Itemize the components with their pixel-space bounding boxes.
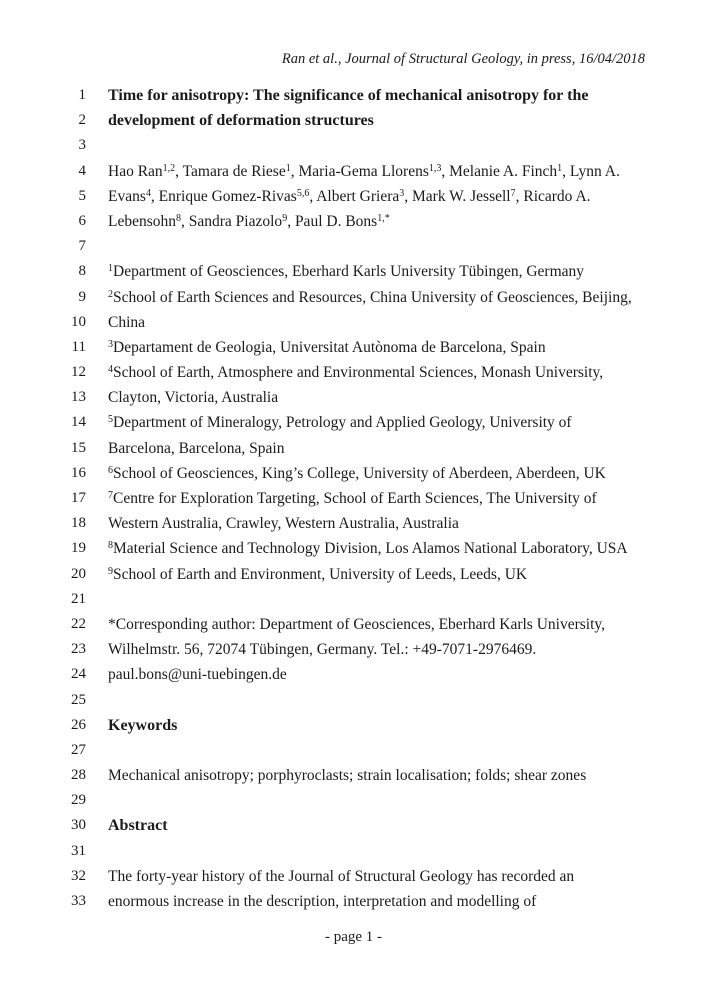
line-number: 7: [78, 238, 86, 255]
line-number: 9: [78, 288, 86, 305]
line-number: 22: [71, 615, 86, 632]
line-number: 18: [71, 515, 86, 532]
line-number: 11: [71, 338, 86, 355]
line-number: 23: [71, 641, 86, 658]
line-number: 29: [71, 792, 86, 809]
line-text: $^9$School of Earth and Environment, University of Leeds, Leeds, UK: [108, 565, 528, 583]
manuscript-lines: [0, 83, 707, 914]
line-text: Western Australia, Crawley, Western Australia, Australia: [108, 515, 459, 533]
manuscript-line: [0, 713, 707, 738]
line-number: 30: [71, 817, 86, 834]
line-number: 33: [71, 893, 86, 909]
manuscript-line: [0, 159, 707, 184]
line-number: 28: [71, 767, 86, 784]
line-number: 5: [78, 187, 86, 204]
manuscript-line: [0, 108, 707, 133]
manuscript-line: [0, 335, 707, 360]
manuscript-line: [0, 864, 707, 889]
line-number: 26: [71, 716, 86, 733]
line-number: 3: [78, 137, 86, 154]
manuscript-line: [0, 259, 707, 284]
line-text: Abstract: [108, 817, 168, 835]
line-text: Time for anisotropy: The significance of mechanical anisotropy for the: [108, 87, 589, 104]
line-text: paul.bons@uni-tuebingen.de: [108, 666, 287, 684]
manuscript-line: [0, 536, 707, 561]
line-text: The forty-year history of the Journal of Structural Geology has recorded an: [108, 867, 575, 885]
line-number: 14: [71, 414, 86, 431]
manuscript-line: [0, 436, 707, 461]
line-text: Wilhelmstr. 56, 72074 Tübingen, Germany. Tel.: +49-7071-2976469.: [108, 641, 537, 659]
line-text: $^2$School of Earth Sciences and Resources, China University of Geosciences, Beijing,: [108, 288, 632, 306]
manuscript-line: [0, 385, 707, 410]
line-text: Lebensohn$^8$, Sandra Piazolo$^9$, Paul D. Bons$^{1,*}$: [108, 212, 390, 230]
line-number: 19: [71, 540, 86, 557]
line-number: 20: [71, 565, 86, 582]
manuscript-line: [0, 511, 707, 536]
manuscript-line: [0, 738, 707, 763]
manuscript-line: [0, 612, 707, 637]
manuscript-line: [0, 410, 707, 435]
line-text: development of deformation structures: [108, 112, 374, 130]
line-number: 8: [78, 263, 86, 280]
line-number: 4: [78, 162, 86, 179]
manuscript-line: [0, 486, 707, 511]
line-text: Hao Ran$^{1,2}$, Tamara de Riese$^1$, Maria-Gema Llorens$^{1,3}$, Melanie A. Finch$^1$, Lynn A.: [108, 162, 620, 180]
line-number: 31: [71, 842, 86, 859]
line-text: Keywords: [108, 716, 178, 734]
line-number: 25: [71, 691, 86, 708]
line-number: 24: [71, 666, 86, 683]
line-number: 17: [71, 490, 86, 506]
manuscript-line: [0, 889, 707, 914]
manuscript-line: [0, 184, 707, 209]
line-text: Evans$^4$, Enrique Gomez-Rivas$^{5,6}$, Albert Griera$^3$, Mark W. Jessell$^7$, Ricardo A.: [108, 187, 591, 205]
line-number: 2: [78, 112, 86, 129]
line-number: 6: [78, 212, 86, 229]
line-text: $^8$Material Science and Technology Division, Los Alamos National Laboratory, USA: [108, 540, 628, 558]
manuscript-line: [0, 637, 707, 662]
line-text: Mechanical anisotropy; porphyroclasts; strain localisation; folds; shear zones: [108, 767, 587, 785]
line-number: 32: [71, 867, 86, 884]
manuscript-line: [0, 461, 707, 486]
manuscript-line: [0, 662, 707, 687]
running-header: Ran et al., Journal of Structural Geology, in press, 16/04/2018: [281, 51, 645, 67]
line-text: $^7$Centre for Exploration Targeting, School of Earth Sciences, The University of: [108, 490, 597, 507]
manuscript-line: [0, 83, 707, 108]
line-text: enormous increase in the description, interpretation and modelling of: [108, 893, 537, 910]
line-number: 1: [78, 87, 86, 103]
manuscript-line: [0, 285, 707, 310]
line-text: $^5$Department of Mineralogy, Petrology and Applied Geology, University of: [108, 414, 572, 432]
line-number: 27: [71, 741, 86, 758]
manuscript-line: [0, 763, 707, 788]
manuscript-line: [0, 788, 707, 813]
line-text: $^3$Departament de Geologia, Universitat Autònoma de Barcelona, Spain: [108, 338, 546, 356]
line-number: 15: [71, 439, 86, 456]
line-number: 13: [71, 389, 86, 406]
manuscript-line: [0, 839, 707, 864]
line-text: *Corresponding author: Department of Geosciences, Eberhard Karls University,: [108, 615, 605, 633]
manuscript-line: [0, 310, 707, 335]
line-text: China: [108, 313, 146, 331]
line-number: 10: [71, 313, 86, 330]
manuscript-line: [0, 688, 707, 713]
line-number: 16: [71, 464, 86, 481]
line-number: 12: [71, 364, 86, 381]
line-text: $^6$School of Geosciences, King’s College, University of Aberdeen, Aberdeen, UK: [108, 464, 606, 482]
line-text: Clayton, Victoria, Australia: [108, 389, 279, 407]
line-text: Barcelona, Barcelona, Spain: [108, 439, 285, 457]
page-footer: - page 1 -: [324, 929, 383, 945]
manuscript-line: [0, 562, 707, 587]
line-text: $^1$Department of Geosciences, Eberhard Karls University Tübingen, Germany: [108, 263, 585, 281]
manuscript-line: [0, 234, 707, 259]
manuscript-line: [0, 360, 707, 385]
manuscript-line: [0, 133, 707, 158]
manuscript-line: [0, 209, 707, 234]
manuscript-line: [0, 813, 707, 838]
line-text: $^4$School of Earth, Atmosphere and Environmental Sciences, Monash University,: [108, 364, 604, 382]
line-number: 21: [71, 590, 86, 607]
manuscript-line: [0, 587, 707, 612]
